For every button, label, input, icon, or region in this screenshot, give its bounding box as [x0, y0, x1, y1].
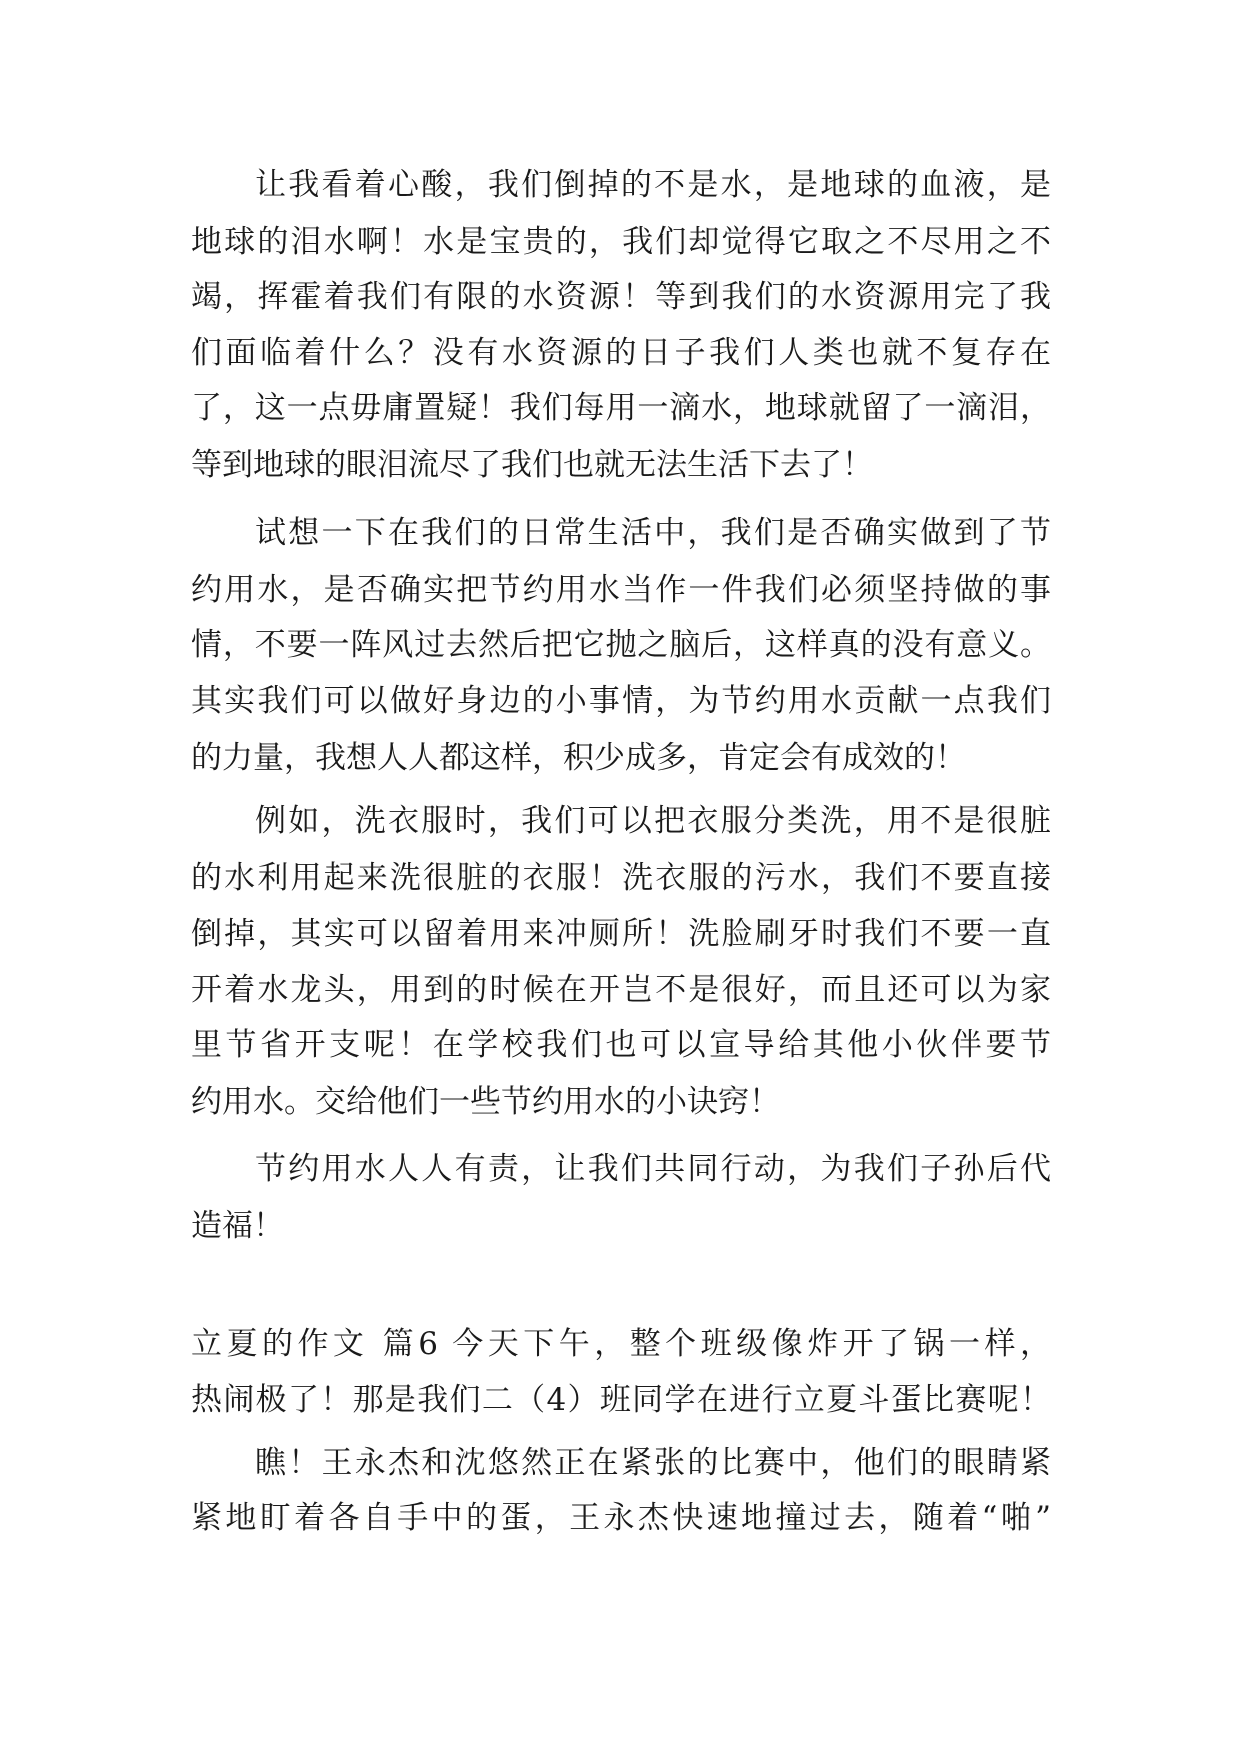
text-line: 开着水龙头，用到的时候在开岂不是很好，而且还可以为家 [191, 972, 1051, 1008]
text-line: 情，不要一阵风过去然后把它抛之脑后，这样真的没有意义。 [191, 627, 1051, 663]
text-line: 其实我们可以做好身边的小事情，为节约用水贡献一点我们 [191, 683, 1051, 719]
text-line: 紧地盯着各自手中的蛋，王永杰快速地撞过去，随着“啪” [191, 1500, 1051, 1536]
text-line: 瞧！王永杰和沈悠然正在紧张的比赛中，他们的眼睛紧 [255, 1445, 1051, 1481]
text-line: 的力量，我想人人都这样，积少成多，肯定会有成效的！ [191, 740, 966, 776]
text-line: 节约用水人人有责，让我们共同行动，为我们子孙后代 [255, 1151, 1051, 1187]
text-line: 约用水。交给他们一些节约用水的小诀窍！ [191, 1084, 780, 1120]
text-line: 的水利用起来洗很脏的衣服！洗衣服的污水，我们不要直接 [191, 860, 1051, 896]
text-line: 地球的泪水啊！水是宝贵的，我们却觉得它取之不尽用之不 [191, 224, 1051, 260]
text-line: 了，这一点毋庸置疑！我们每用一滴水，地球就留了一滴泪， [191, 390, 1051, 426]
text-line: 里节省开支呢！在学校我们也可以宣导给其他小伙伴要节 [191, 1027, 1051, 1063]
text-line: 造福！ [191, 1208, 284, 1244]
text-line: 例如，洗衣服时，我们可以把衣服分类洗，用不是很脏 [255, 803, 1051, 839]
text-line: 让我看着心酸，我们倒掉的不是水，是地球的血液，是 [255, 167, 1051, 203]
text-line: 试想一下在我们的日常生活中，我们是否确实做到了节 [255, 515, 1051, 551]
essay-heading-line: 立夏的作文 篇6 今天下午，整个班级像炸开了锅一样， [191, 1326, 1051, 1362]
text-line: 们面临着什么？没有水资源的日子我们人类也就不复存在 [191, 335, 1051, 371]
text-line: 热闹极了！那是我们二（4）班同学在进行立夏斗蛋比赛呢！ [191, 1382, 1051, 1418]
text-line: 倒掉，其实可以留着用来冲厕所！洗脸刷牙时我们不要一直 [191, 916, 1051, 952]
text-line: 约用水，是否确实把节约用水当作一件我们必须坚持做的事 [191, 572, 1051, 608]
text-line: 竭，挥霍着我们有限的水资源！等到我们的水资源用完了我 [191, 279, 1051, 315]
text-line: 等到地球的眼泪流尽了我们也就无法生活下去了！ [191, 447, 873, 483]
